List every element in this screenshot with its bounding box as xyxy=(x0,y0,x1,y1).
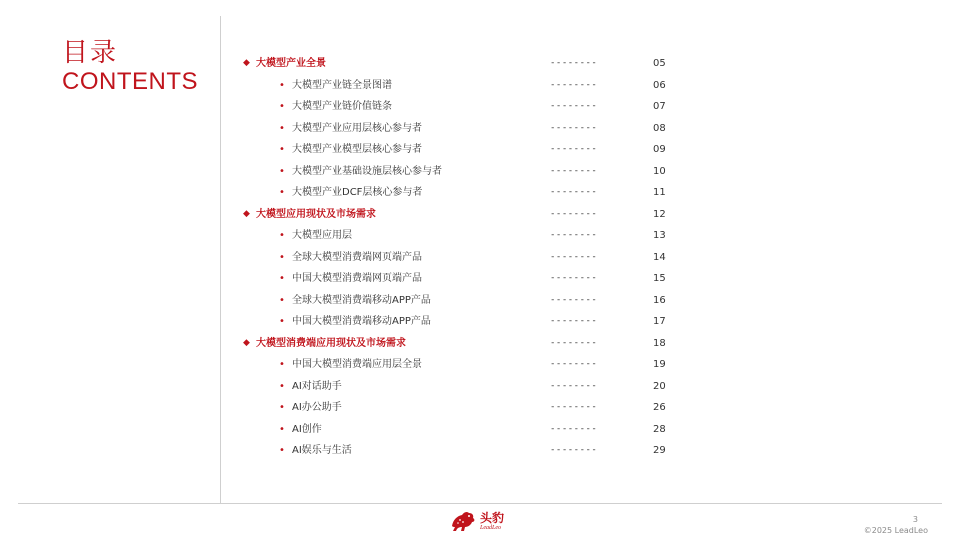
toc-entry-label: 大模型产业基础设施层核心参与者 xyxy=(292,165,442,177)
toc-page-number: 09 xyxy=(653,144,666,155)
toc-entry-label: 大模型产业DCF层核心参与者 xyxy=(292,187,423,198)
dot-bullet-icon: • xyxy=(279,316,285,327)
toc-item-row[interactable] xyxy=(243,397,683,419)
toc-entry-label: 大模型应用层 xyxy=(292,230,352,241)
toc-entry-label: 大模型产业应用层核心参与者 xyxy=(292,122,422,134)
toc-section-row[interactable] xyxy=(243,53,683,75)
toc-leader-dashes: -------- xyxy=(550,445,598,455)
toc-entry-label: 大模型产业链全景图谱 xyxy=(292,79,392,91)
copyright: ©2025 LeadLeo xyxy=(863,526,928,535)
toc-item-row[interactable] xyxy=(243,139,683,161)
toc-leader-dashes: -------- xyxy=(550,251,598,262)
toc-leader-dashes: -------- xyxy=(550,316,598,326)
toc-entry-label: 大模型产业模型层核心参与者 xyxy=(292,144,422,155)
dot-bullet-icon: • xyxy=(279,144,285,155)
toc-section-row[interactable] xyxy=(243,333,683,355)
footer-divider xyxy=(18,503,942,504)
leadleo-logo xyxy=(450,509,504,533)
toc-page-number: 05 xyxy=(653,58,666,69)
toc-leader-dashes: -------- xyxy=(550,79,598,90)
toc-page-number: 19 xyxy=(653,359,666,370)
toc-section-row[interactable] xyxy=(243,204,683,226)
toc-leader-dashes: -------- xyxy=(550,101,598,111)
toc-leader-dashes: -------- xyxy=(550,58,598,68)
toc-item-row[interactable] xyxy=(243,311,683,333)
toc-item-row[interactable] xyxy=(243,118,683,140)
toc-page-number: 07 xyxy=(653,101,666,112)
toc-entry-label: 中国大模型消费端应用层全景 xyxy=(292,359,422,370)
toc-item-row[interactable] xyxy=(243,354,683,376)
title-block xyxy=(62,38,198,96)
toc-leader-dashes: -------- xyxy=(550,208,598,219)
toc-entry-label: 全球大模型消费端网页端产品 xyxy=(292,251,422,263)
dot-bullet-icon: • xyxy=(279,165,285,177)
toc-entry-label: 大模型产业链价值链条 xyxy=(292,101,392,112)
dot-bullet-icon: • xyxy=(279,187,285,198)
dot-bullet-icon: • xyxy=(279,122,285,134)
toc-entry-label: 大模型产业全景 xyxy=(256,58,326,69)
dot-bullet-icon: • xyxy=(279,79,285,91)
toc-entry-label: 全球大模型消费端移动APP产品 xyxy=(292,294,431,306)
dot-bullet-icon: • xyxy=(279,101,285,112)
toc-page-number: 20 xyxy=(653,380,666,392)
toc-leader-dashes: -------- xyxy=(550,187,598,197)
toc-list xyxy=(243,53,683,462)
toc-item-row[interactable] xyxy=(243,268,683,290)
toc-page-number: 10 xyxy=(653,165,666,177)
dot-bullet-icon: • xyxy=(279,380,285,392)
logo-en: LeadLeo xyxy=(480,524,501,531)
toc-leader-dashes: -------- xyxy=(550,423,598,434)
toc-item-row[interactable] xyxy=(243,440,683,462)
toc-item-row[interactable] xyxy=(243,247,683,269)
title-cn: 目录 xyxy=(62,38,119,68)
toc-item-row[interactable] xyxy=(243,161,683,183)
toc-leader-dashes: -------- xyxy=(550,230,598,240)
toc-entry-label: AI创作 xyxy=(292,423,322,435)
dot-bullet-icon: • xyxy=(279,402,285,413)
toc-page-number: 11 xyxy=(653,187,666,198)
vertical-divider xyxy=(220,16,221,504)
diamond-bullet-icon: ◆ xyxy=(243,208,250,219)
toc-page-number: 18 xyxy=(653,337,666,349)
title-en: CONTENTS xyxy=(62,68,198,95)
diamond-bullet-icon: ◆ xyxy=(243,58,250,68)
toc-page-number: 29 xyxy=(653,445,666,456)
toc-entry-label: AI办公助手 xyxy=(292,402,342,413)
toc-leader-dashes: -------- xyxy=(550,359,598,369)
toc-leader-dashes: -------- xyxy=(550,144,598,154)
toc-item-row[interactable] xyxy=(243,96,683,118)
toc-leader-dashes: -------- xyxy=(550,337,598,348)
toc-entry-label: AI娱乐与生活 xyxy=(292,445,352,456)
dot-bullet-icon: • xyxy=(279,359,285,370)
toc-item-row[interactable] xyxy=(243,225,683,247)
dot-bullet-icon: • xyxy=(279,273,285,284)
dot-bullet-icon: • xyxy=(279,230,285,241)
toc-leader-dashes: -------- xyxy=(550,165,598,176)
toc-item-row[interactable] xyxy=(243,182,683,204)
diamond-bullet-icon: ◆ xyxy=(243,337,250,348)
toc-entry-label: 中国大模型消费端移动APP产品 xyxy=(292,316,431,327)
toc-page-number: 26 xyxy=(653,402,666,413)
toc-page-number: 15 xyxy=(653,273,666,284)
toc-leader-dashes: -------- xyxy=(550,122,598,133)
toc-page-number: 13 xyxy=(653,230,666,241)
toc-entry-label: 中国大模型消费端网页端产品 xyxy=(292,273,422,284)
toc-page-number: 12 xyxy=(653,208,666,220)
toc-page-number: 14 xyxy=(653,251,666,263)
toc-leader-dashes: -------- xyxy=(550,402,598,412)
dot-bullet-icon: • xyxy=(279,294,285,306)
logo-text xyxy=(480,512,504,531)
toc-leader-dashes: -------- xyxy=(550,273,598,283)
toc-entry-label: 大模型应用现状及市场需求 xyxy=(256,208,376,220)
toc-page-number: 16 xyxy=(653,294,666,306)
toc-entry-label: AI对话助手 xyxy=(292,380,342,392)
toc-item-row[interactable] xyxy=(243,376,683,398)
toc-page-number: 08 xyxy=(653,122,666,134)
toc-page-number: 17 xyxy=(653,316,666,327)
toc-leader-dashes: -------- xyxy=(550,380,598,391)
page-number: 3 xyxy=(912,515,918,524)
toc-item-row[interactable] xyxy=(243,75,683,97)
toc-entry-label: 大模型消费端应用现状及市场需求 xyxy=(256,337,406,349)
dot-bullet-icon: • xyxy=(279,423,285,435)
toc-page-number: 28 xyxy=(653,423,666,435)
dot-bullet-icon: • xyxy=(279,251,285,263)
leopard-logo-icon xyxy=(450,510,476,532)
toc-leader-dashes: -------- xyxy=(550,294,598,305)
logo-cn: 头豹 xyxy=(480,510,505,525)
toc-page-number: 06 xyxy=(653,79,666,91)
toc-item-row[interactable] xyxy=(243,419,683,441)
toc-item-row[interactable] xyxy=(243,290,683,312)
dot-bullet-icon: • xyxy=(279,445,285,456)
